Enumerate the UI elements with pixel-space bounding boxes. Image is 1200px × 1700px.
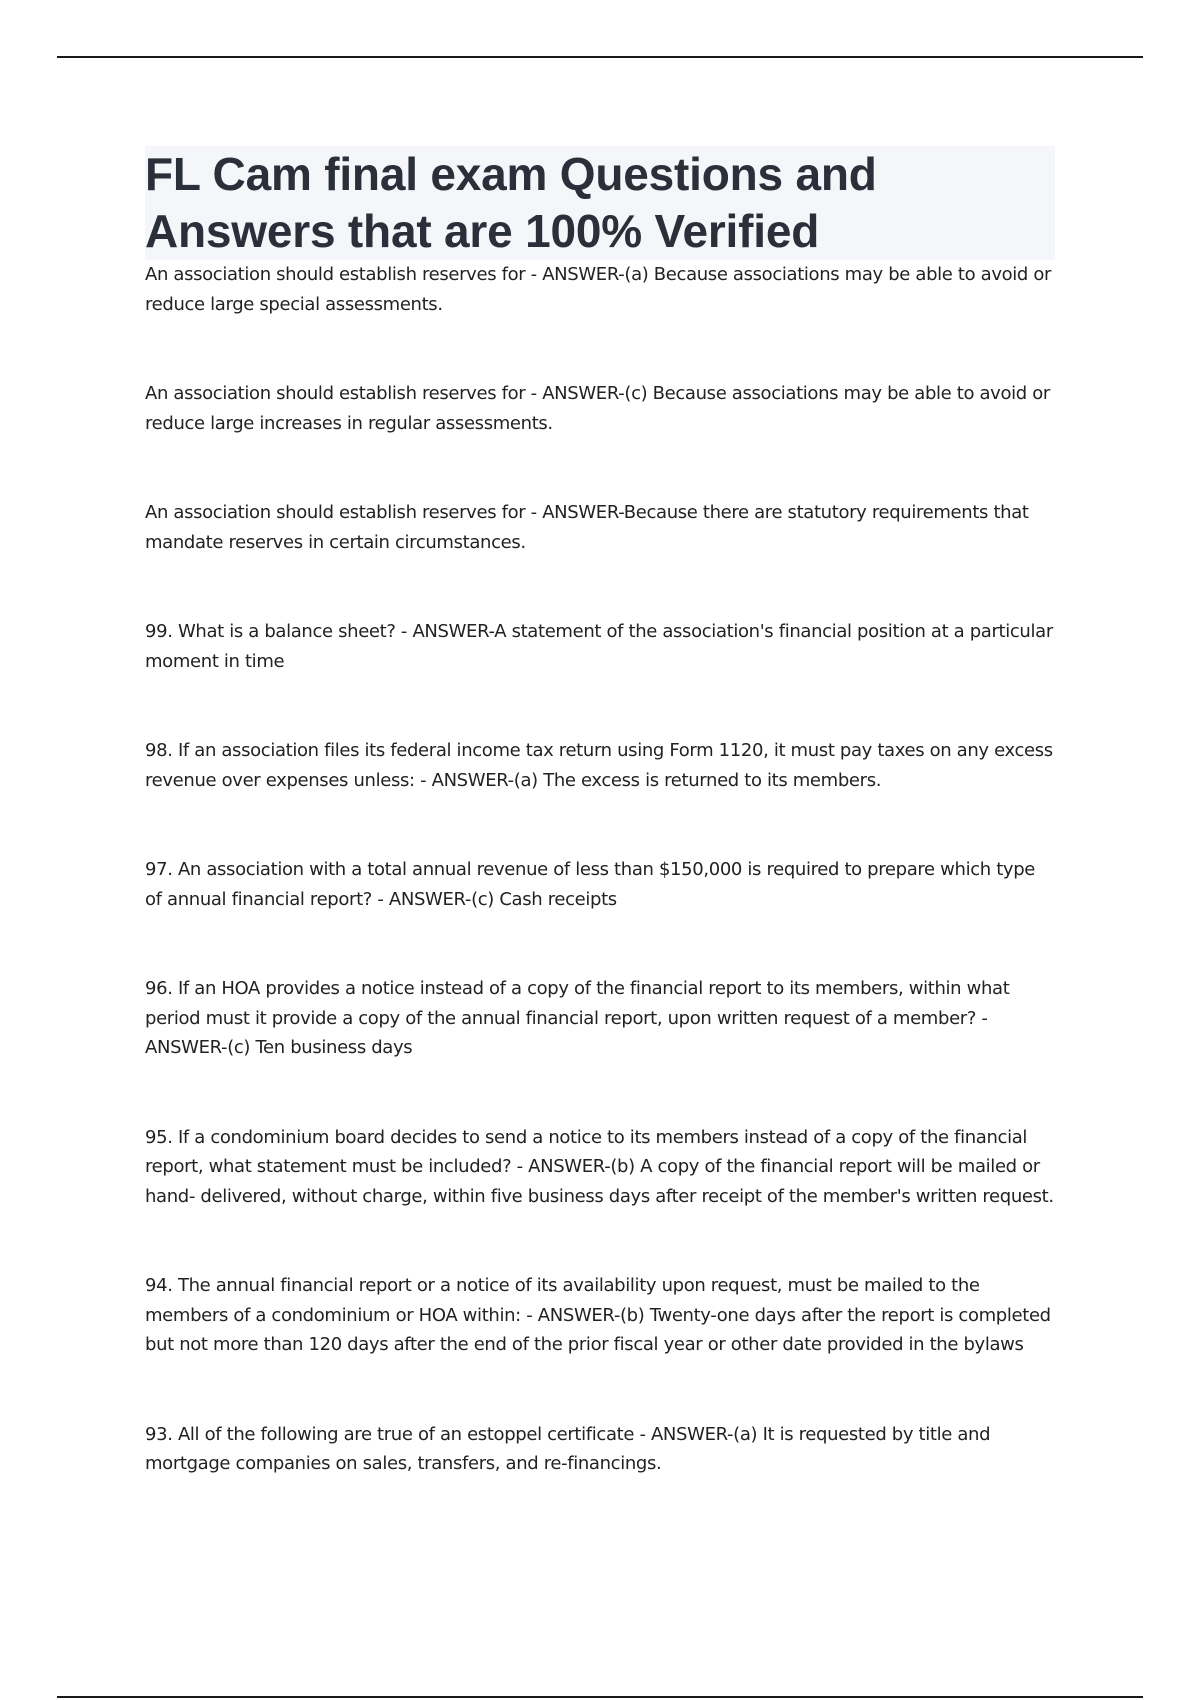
qa-item: 95. If a condominium board decides to send a notice to its members instead of a copy of the financial report, what statement must be included? - ANSWER-(b) A copy of the financial report will be mailed or hand- delivered, without charge, within five business days after receipt of the member's written request. <box>145 1126 1054 1207</box>
qa-item: 93. All of the following are true of an estoppel certificate - ANSWER-(a) It is requested by title and mortgage companies on sales, transfers, and re-financings. <box>145 1423 991 1474</box>
qa-list <box>145 260 1055 1479</box>
qa-item: 99. What is a balance sheet? - ANSWER-A statement of the association's financial position at a particular moment in time <box>145 621 1053 672</box>
document-body <box>145 146 1055 1479</box>
qa-item: An association should establish reserves for - ANSWER-(c) Because associations may be able to avoid or reduce large increases in regular assessments. <box>145 383 1050 434</box>
top-rule <box>57 56 1143 58</box>
bottom-rule <box>57 1696 1143 1698</box>
document-title: FL Cam final exam Questions and Answers that are 100% Verified <box>145 148 877 257</box>
qa-item: 97. An association with a total annual revenue of less than $150,000 is required to prepare which type of annual financial report? - ANSWER-(c) Cash receipts <box>145 859 1036 910</box>
qa-item: 98. If an association files its federal income tax return using Form 1120, it must pay taxes on any excess revenue over expenses unless: - ANSWER-(a) The excess is returned to its members. <box>145 740 1053 791</box>
qa-item: An association should establish reserves for - ANSWER-Because there are statutory requirements that mandate reserves in certain circumstances. <box>145 502 1029 553</box>
qa-item: 96. If an HOA provides a notice instead of a copy of the financial report to its members, within what period must it provide a copy of the annual financial report, upon written request of a member? - ANSWER-(c) Ten business days <box>145 978 1010 1058</box>
title-block <box>145 146 1055 260</box>
qa-item: 94. The annual financial report or a notice of its availability upon request, must be mailed to the members of a condominium or HOA within: - ANSWER-(b) Twenty-one days after the report is completed but not more than 120 days after the end of the prior fiscal year or other date provided in the bylaws <box>145 1275 1051 1355</box>
qa-item: An association should establish reserves for - ANSWER-(a) Because associations may be able to avoid or reduce large special assessments. <box>145 264 1052 315</box>
